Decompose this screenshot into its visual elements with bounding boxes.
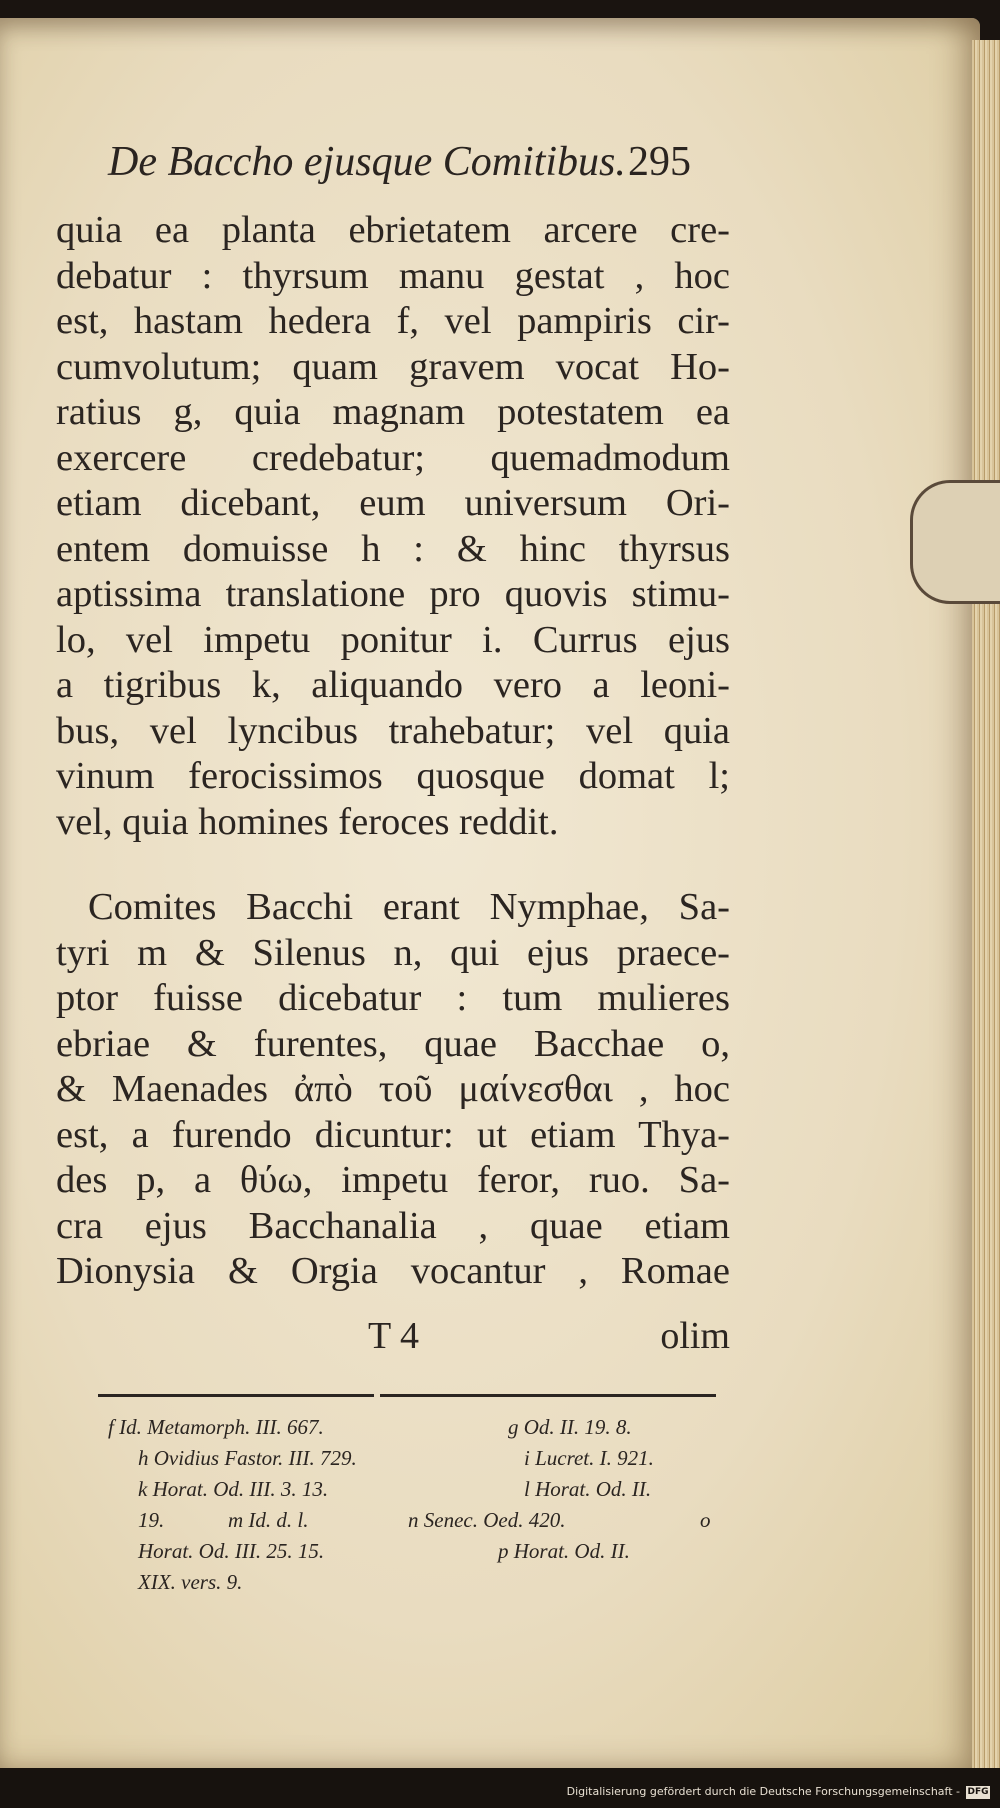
- text-line: Dionysia & Orgia vocantur , Romae: [56, 1250, 730, 1292]
- text-line: ebriae & furentes, quae Bacchae o,: [56, 1022, 730, 1065]
- page-number: 295: [628, 139, 691, 185]
- footnote-rule-left: [98, 1394, 374, 1397]
- text-line: cra ejus Bacchanalia , quae etiam: [56, 1204, 730, 1247]
- footnote-row: [108, 1443, 728, 1474]
- dfg-logo: DFG: [967, 1787, 989, 1797]
- text-line: est, hastam hedera f, vel pampiris cir-: [56, 300, 730, 342]
- catchword: olim: [660, 1315, 730, 1357]
- footnote: m Id. d. l.: [228, 1508, 309, 1532]
- footnote: h Ovidius Fastor. III. 729.: [138, 1446, 357, 1470]
- text-line: tyri m & Silenus n, qui ejus praece-: [56, 931, 730, 974]
- footnote-rule-right: [380, 1394, 716, 1397]
- text-line: ptor fuisse dicebatur : tum mulieres: [56, 977, 730, 1019]
- catchline: [56, 1314, 730, 1360]
- footnote: XIX. vers. 9.: [138, 1570, 243, 1594]
- text-line: bus, vel lyncibus trahebatur; vel quia: [56, 709, 730, 752]
- text-line: & Maenades ἀπὸ τοῦ μαίνεσθαι , hoc: [56, 1068, 730, 1110]
- footnote: 19.: [138, 1508, 165, 1532]
- text-line: etiam dicebant, eum universum Ori-: [56, 482, 730, 524]
- footer-credit: Digitalisierung gefördert durch die Deutsche Forschungsgemeinschaft -: [566, 1785, 960, 1798]
- running-header: [108, 138, 728, 186]
- text-line: cumvolutum; quam gravem vocat Ho-: [56, 345, 730, 388]
- footnote: k Horat. Od. III. 3. 13.: [138, 1477, 329, 1501]
- footnote: Horat. Od. III. 25. 15.: [138, 1539, 325, 1563]
- text-line: est, a furendo dicuntur: ut etiam Thya-: [56, 1113, 730, 1156]
- text-line: vinum ferocissimos quosque domat l;: [56, 755, 730, 797]
- footnote: l Horat. Od. II.: [524, 1477, 652, 1501]
- footnote-row: [108, 1567, 728, 1598]
- paragraph-2: [56, 885, 730, 1295]
- footnote: n Senec. Oed. 420.: [408, 1508, 566, 1532]
- text-line: quia ea planta ebrietatem arcere cre-: [56, 209, 730, 251]
- footnote: o: [700, 1508, 711, 1532]
- paragraph-1: [56, 208, 730, 845]
- text-line: debatur : thyrsum manu gestat , hoc: [56, 254, 730, 297]
- footnote-row: [108, 1412, 728, 1443]
- page-clip-tab: [910, 480, 1000, 604]
- footnote: f Id. Metamorph. III. 667.: [108, 1415, 324, 1439]
- footnote-row: [108, 1474, 728, 1505]
- digitization-footer: [0, 1768, 1000, 1808]
- text-line: Comites Bacchi erant Nymphae, Sa-: [88, 886, 730, 928]
- page-edges: [972, 40, 1000, 1780]
- signature-mark: T 4: [368, 1315, 420, 1357]
- text-line: exercere credebatur; quemadmodum: [56, 436, 730, 479]
- text-line: des p, a θύω, impetu feror, ruo. Sa-: [56, 1159, 730, 1201]
- text-line: ratius g, quia magnam potestatem ea: [56, 391, 730, 433]
- footnote-row: [108, 1536, 728, 1567]
- text-line: lo, vel impetu ponitur i. Currus ejus: [56, 618, 730, 661]
- text-line: a tigribus k, aliquando vero a leoni-: [56, 664, 730, 706]
- footnote-row: [108, 1505, 728, 1536]
- footnote: g Od. II. 19. 8.: [508, 1415, 632, 1439]
- footnote: p Horat. Od. II.: [498, 1539, 630, 1563]
- text-line: aptissima translatione pro quovis stimu-: [56, 573, 730, 615]
- footnote: i Lucret. I. 921.: [524, 1446, 654, 1470]
- text-line: entem domuisse h : & hinc thyrsus: [56, 527, 730, 570]
- main-text: [56, 208, 730, 1295]
- footnotes: [108, 1412, 728, 1598]
- running-title: De Baccho ejusque Comitibus.: [108, 139, 626, 185]
- text-line: vel, quia homines feroces reddit.: [56, 800, 559, 843]
